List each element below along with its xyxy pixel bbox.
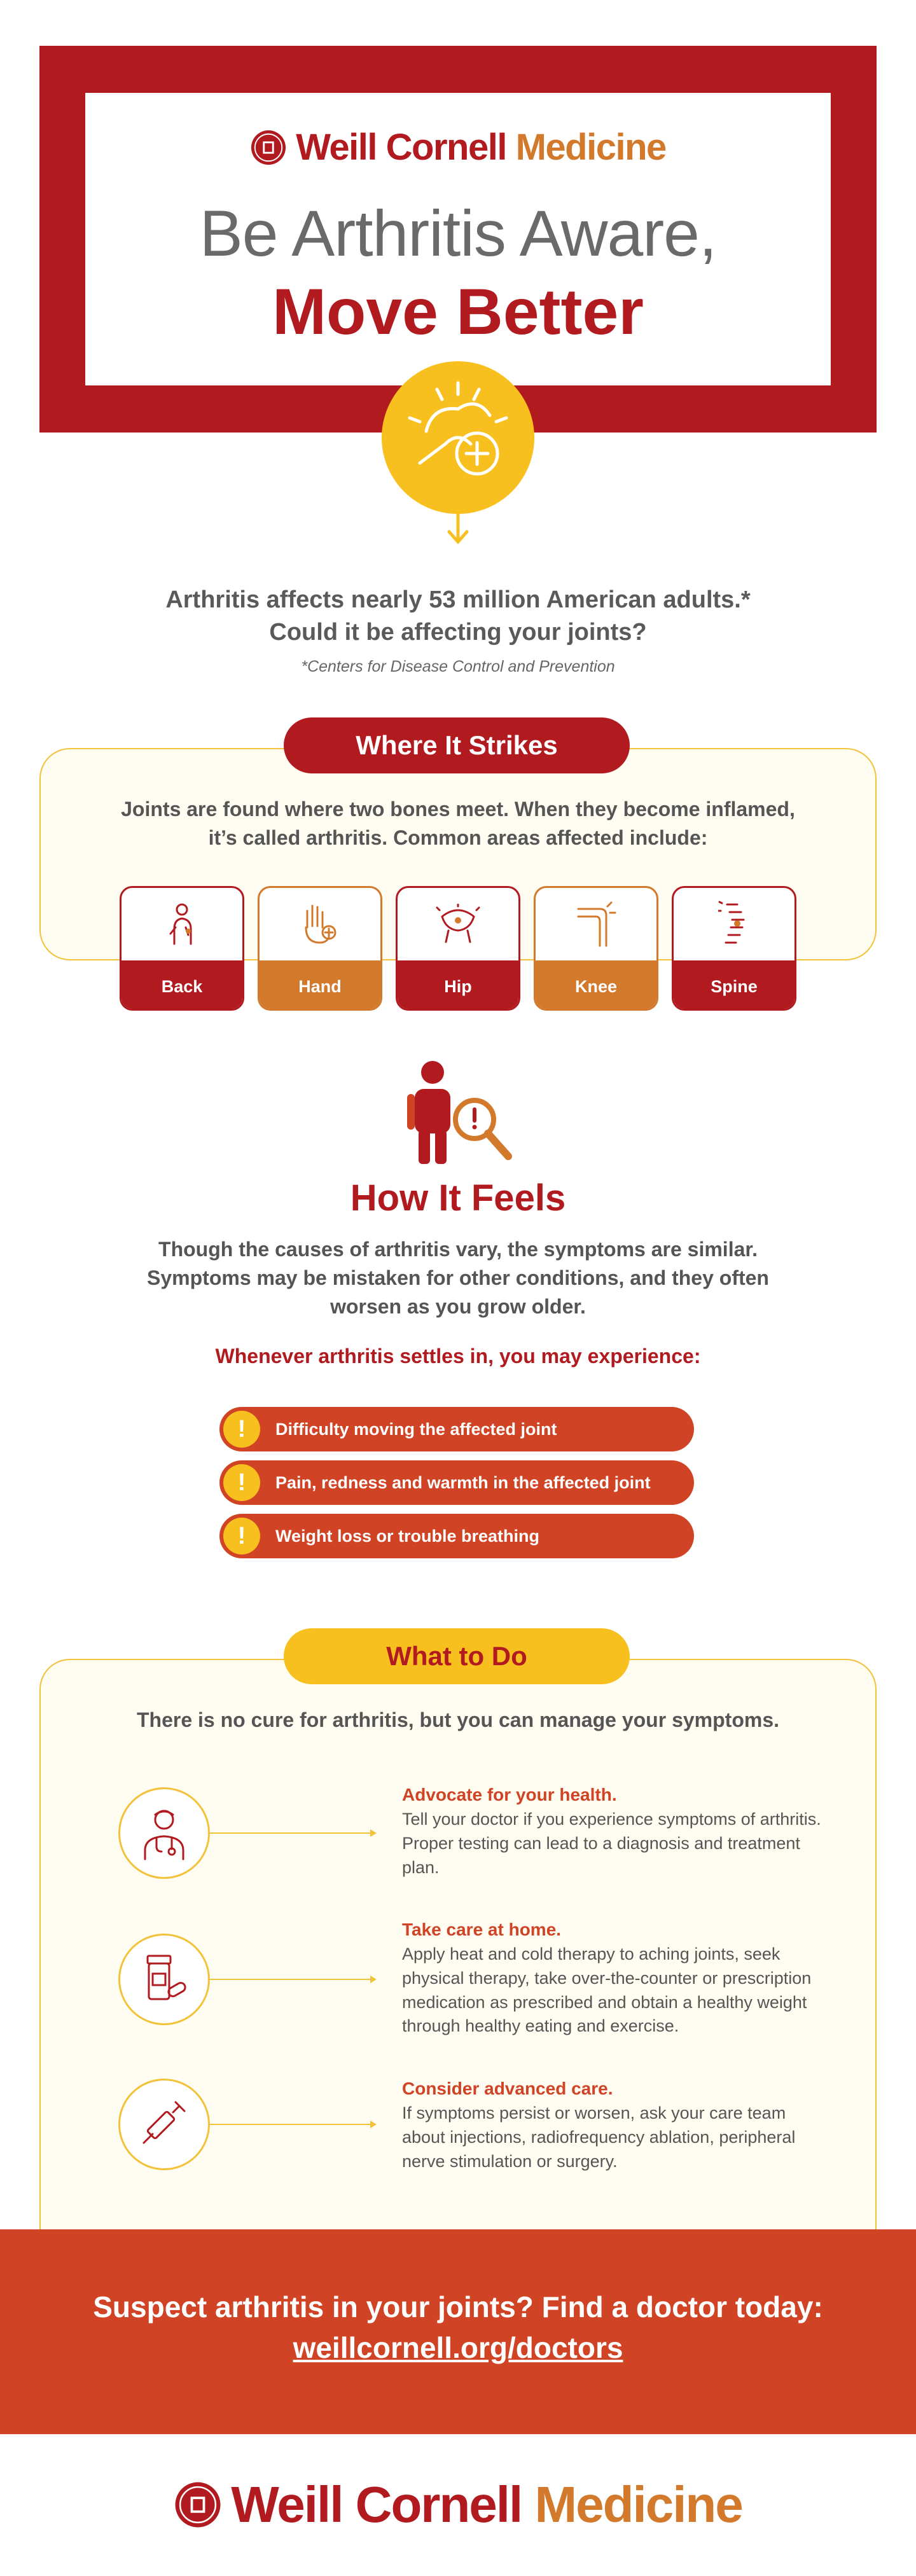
cta-text: Suspect arthritis in your joints? Find a doctor today:	[93, 2290, 823, 2323]
strikes-desc-line2: it’s called arthritis. Common areas affected include:	[208, 826, 708, 849]
seal-icon	[250, 129, 287, 166]
feels-lead: Whenever arthritis settles in, you may experience:	[215, 1345, 701, 1368]
symptom-text: Weight loss or trouble breathing	[275, 1526, 540, 1546]
step-icon-circle	[118, 1934, 210, 2025]
feels-desc-line3: worsen as you grow older.	[330, 1294, 586, 1318]
page-title-line2: Move Better	[272, 275, 644, 348]
symptom-item	[219, 1514, 694, 1558]
step-icon-circle	[118, 2079, 210, 2170]
feels-description	[0, 1235, 916, 1320]
step-title: Take care at home.	[402, 1920, 562, 1939]
symptom-text: Difficulty moving the affected joint	[275, 1419, 557, 1439]
logo-text-secondary: Medicine	[534, 2476, 742, 2533]
joint-pain-plus-icon	[382, 361, 534, 514]
intro-footnote: *Centers for Disease Control and Prevention	[301, 658, 615, 675]
joint-card-back	[120, 886, 244, 1011]
step-advanced-care	[402, 2079, 822, 2173]
intro-line2: Could it be affecting your joints?	[269, 619, 647, 646]
joint-label-knee: Knee	[536, 960, 656, 1011]
joint-label-spine: Spine	[674, 960, 795, 1011]
joint-card-hip	[396, 886, 520, 1011]
joint-label-hip: Hip	[398, 960, 518, 1011]
symptom-item	[219, 1407, 694, 1451]
step-body: If symptoms persist or worsen, ask your care team about injections, radiofrequency ablation, peripheral nerve stimulation or surgery.	[402, 2103, 796, 2171]
step-connector	[210, 2124, 375, 2125]
logo-text-primary: Weill Cornell	[296, 127, 506, 168]
step-title: Consider advanced care.	[402, 2079, 613, 2098]
joint-label-back: Back	[121, 960, 242, 1011]
strikes-description	[0, 795, 916, 852]
symptom-item	[219, 1460, 694, 1505]
header-card	[85, 93, 831, 385]
seal-icon	[174, 2481, 222, 2529]
medication-icon	[139, 1952, 190, 2007]
step-title: Advocate for your health.	[402, 1785, 617, 1804]
header-logo[interactable]	[85, 126, 831, 169]
warning-icon: !	[223, 1464, 260, 1501]
step-body: Tell your doctor if you experience symptoms of arthritis. Proper testing can lead to a diagnosis and treatment plan.	[402, 1810, 821, 1877]
page-title-line1: Be Arthritis Aware,	[199, 197, 717, 270]
warning-icon: !	[223, 1518, 260, 1555]
knee-icon	[576, 900, 616, 948]
warning-icon: !	[223, 1411, 260, 1448]
todo-lead: There is no cure for arthritis, but you can manage your symptoms.	[137, 1708, 779, 1731]
step-connector	[210, 1832, 375, 1834]
person-magnifier-alert-icon	[403, 1058, 518, 1167]
step-home-care	[402, 1920, 822, 2039]
back-icon	[163, 902, 201, 946]
footer-logo[interactable]	[0, 2476, 916, 2534]
hip-icon	[436, 904, 480, 945]
logo-text-secondary: Medicine	[515, 127, 666, 168]
hand-icon	[300, 902, 340, 946]
step-body: Apply heat and cold therapy to aching joints, seek physical therapy, take over-the-counter or prescription medication as prescribed and obtain a healthy weight through healthy eating and exercise.	[402, 1944, 812, 2036]
feels-desc-line2: Symptoms may be mistaken for other conditions, and they often	[147, 1266, 769, 1289]
joint-label-hand: Hand	[260, 960, 380, 1011]
doctor-icon	[139, 1806, 190, 1860]
logo-text-primary: Weill Cornell	[231, 2476, 522, 2533]
joint-card-spine	[672, 886, 796, 1011]
step-icon-circle	[118, 1787, 210, 1879]
joint-card-hand	[258, 886, 382, 1011]
todo-heading: What to Do	[284, 1628, 630, 1684]
feels-heading: How It Feels	[350, 1177, 566, 1219]
find-doctor-link[interactable]: weillcornell.org/doctors	[293, 2331, 623, 2364]
feels-desc-line1: Though the causes of arthritis vary, the symptoms are similar.	[158, 1238, 758, 1261]
symptom-text: Pain, redness and warmth in the affected joint	[275, 1472, 651, 1492]
intro-line1: Arthritis affects nearly 53 million American adults.*	[165, 586, 751, 613]
strikes-desc-line1: Joints are found where two bones meet. When they become inflamed,	[121, 798, 795, 821]
spine-icon	[718, 901, 750, 948]
intro-stat	[0, 584, 916, 649]
step-connector	[210, 1979, 375, 1980]
syringe-icon	[139, 2097, 190, 2152]
joint-card-knee	[534, 886, 658, 1011]
strikes-heading: Where It Strikes	[284, 717, 630, 773]
step-advocate	[402, 1785, 822, 1880]
down-arrow-icon	[445, 496, 471, 547]
